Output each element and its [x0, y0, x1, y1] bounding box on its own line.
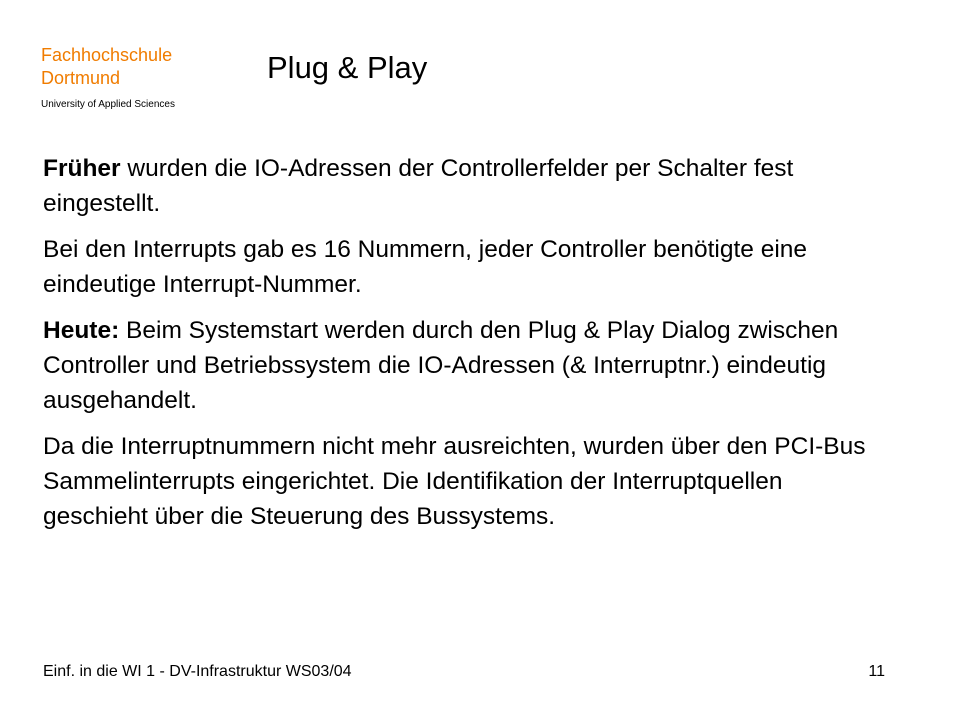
logo-line-2: Dortmund [41, 68, 121, 88]
paragraph-lead: Heute: [43, 317, 120, 344]
page-number: 11 [868, 663, 885, 680]
paragraph-interrupts [43, 232, 893, 302]
institution-logo [41, 44, 241, 90]
slide-body [43, 151, 893, 545]
paragraph-text: Bei den Interrupts gab es 16 Nummern, jeder Controller benötigte eine eindeutige Interrupt-Nummer. [43, 236, 808, 298]
logo-line-1: Fachhochschule [41, 45, 173, 65]
paragraph-frueher [43, 151, 893, 221]
paragraph-lead: Früher [43, 155, 121, 182]
paragraph-text: Da die Interruptnummern nicht mehr ausreichten, wurden über den PCI-Bus Sammelinterrupts eingerichtet. Die Identifikation der Interruptquellen geschieht über die Steuerung des Bussystems. [43, 433, 866, 530]
footer-course-label: Einf. in die WI 1 - DV-Infrastruktur WS03/04 [43, 663, 352, 680]
paragraph-text: wurden die IO-Adressen der Controllerfelder per Schalter fest eingestellt. [43, 155, 794, 217]
paragraph-heute [43, 313, 893, 418]
paragraph-text: Beim Systemstart werden durch den Plug & Play Dialog zwischen Controller und Betriebssystem die IO-Adressen (& Interruptnr.) eindeutig ausgehandelt. [43, 317, 839, 414]
paragraph-pci-bus [43, 429, 893, 534]
slide-title: Plug & Play [267, 50, 428, 85]
logo-subtitle: University of Applied Sciences [41, 99, 175, 110]
